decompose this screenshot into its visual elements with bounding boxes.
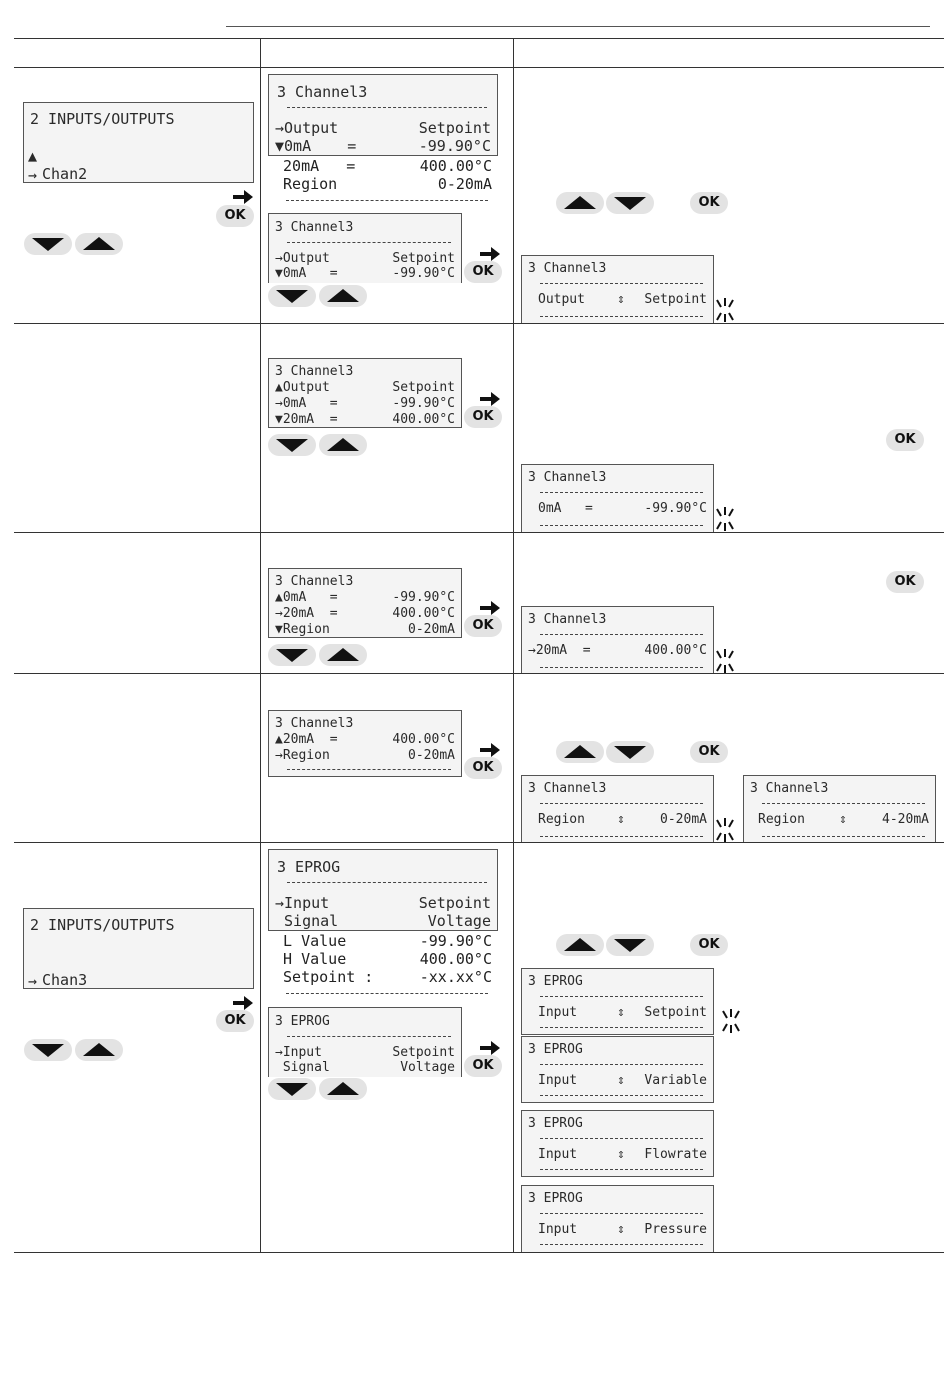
blinking-indicator-icon <box>713 506 737 532</box>
lcd-row-label: Signal <box>275 912 339 930</box>
lcd-row-value: Setpoint <box>418 119 491 137</box>
lcd-row-value: Setpoint <box>644 292 707 307</box>
lcd-row-label: 20mA = <box>274 157 356 175</box>
lcd-title: 3 Channel3 <box>275 364 354 379</box>
lcd-eprog-option-setpoint <box>521 968 714 1035</box>
lcd-divider <box>540 492 703 493</box>
lcd-row-label: →Output <box>275 251 330 266</box>
down-button[interactable] <box>606 192 654 214</box>
row-divider <box>14 532 944 533</box>
lcd-row-value: Variable <box>644 1073 707 1088</box>
up-down-arrows-icon: ⇕ <box>617 1073 625 1088</box>
lcd-row-value: -99.90°C <box>392 590 455 605</box>
lcd-row-value: 0-20mA <box>408 622 455 637</box>
lcd-divider <box>540 996 703 997</box>
lcd-row-value: Pressure <box>644 1222 707 1237</box>
triangle-up-icon <box>325 288 361 304</box>
blinking-indicator-icon <box>713 648 737 674</box>
ok-button[interactable]: OK <box>690 192 728 214</box>
cursor-arrow-icon: → <box>28 166 38 183</box>
lcd-channel3-small <box>268 710 462 777</box>
ok-button[interactable]: OK <box>216 205 254 227</box>
triangle-down-icon <box>30 236 66 252</box>
lcd-row-label: Input <box>538 1005 578 1020</box>
lcd-divider <box>287 1036 451 1037</box>
lcd-title: 3 Channel3 <box>528 781 607 796</box>
lcd-row-label: →Input <box>275 1045 322 1060</box>
lcd-row-label: ▼20mA = <box>275 412 338 427</box>
lcd-row-value: -99.90°C <box>418 137 491 155</box>
down-button[interactable] <box>606 934 654 956</box>
triangle-up-icon <box>325 437 361 453</box>
lcd-title: 3 Channel3 <box>277 83 368 101</box>
row-divider <box>14 842 944 843</box>
up-button[interactable] <box>556 741 604 763</box>
lcd-divider <box>540 836 703 837</box>
lcd-row-label: Input <box>538 1222 578 1237</box>
lcd-row-value: 400.00°C <box>419 157 492 175</box>
lcd-row-label: →Input <box>275 894 330 912</box>
lcd-row-label: ▼0mA = <box>275 266 338 281</box>
triangle-down-icon <box>612 195 648 211</box>
ok-button[interactable]: OK <box>464 406 502 428</box>
triangle-down-icon <box>274 1081 310 1097</box>
lcd-divider <box>762 803 925 804</box>
lcd-title: 3 Channel3 <box>528 612 607 627</box>
lcd-divider <box>287 882 487 883</box>
header-rule <box>226 26 930 27</box>
lcd-row-value: 0-20mA <box>437 175 492 193</box>
lcd-row-value: 400.00°C <box>392 732 455 747</box>
lcd-divider <box>540 525 703 526</box>
lcd-row-label: Region <box>274 175 338 193</box>
lcd-title: 2 INPUTS/OUTPUTS <box>30 916 175 934</box>
lcd-channel3-edit-0ma <box>521 464 714 532</box>
lcd-row-value: Setpoint <box>644 1005 707 1020</box>
up-down-arrows-icon: ⇕ <box>617 1147 625 1162</box>
lcd-divider <box>540 1027 703 1028</box>
lcd-row-value: Voltage <box>400 1060 455 1075</box>
lcd-title: 3 Channel3 <box>275 716 354 731</box>
lcd-channel3-small <box>268 213 462 283</box>
triangle-up-icon <box>81 236 117 252</box>
ok-button[interactable]: OK <box>690 741 728 763</box>
lcd-eprog-expanded <box>268 849 498 931</box>
lcd-row-label: →20mA = <box>275 606 338 621</box>
lcd-channel3-small <box>268 358 462 428</box>
lcd-divider <box>287 769 451 770</box>
triangle-down-icon <box>612 937 648 953</box>
triangle-up-icon <box>562 937 598 953</box>
lcd-divider <box>287 242 451 243</box>
triangle-down-icon <box>274 647 310 663</box>
lcd-title: 3 Channel3 <box>528 470 607 485</box>
lcd-row-label: 0mA = <box>538 501 593 516</box>
row-divider <box>14 673 944 674</box>
lcd-divider <box>540 1064 703 1065</box>
triangle-up-icon <box>81 1042 117 1058</box>
ok-button[interactable]: OK <box>886 429 924 451</box>
lcd-divider <box>286 200 488 201</box>
lcd-row-value: -99.90°C <box>392 396 455 411</box>
lcd-row-value: Flowrate <box>644 1147 707 1162</box>
ok-button[interactable]: OK <box>886 571 924 593</box>
lcd-channel3-expanded <box>268 74 498 156</box>
row-divider <box>14 323 944 324</box>
lcd-channel3-region-alt <box>743 775 936 842</box>
lcd-divider <box>540 283 703 284</box>
lcd-title: 3 Channel3 <box>275 220 354 235</box>
lcd-title: 3 EPROG <box>528 1116 583 1131</box>
ok-button[interactable]: OK <box>464 261 502 283</box>
down-button[interactable] <box>268 285 316 307</box>
down-button[interactable] <box>268 1078 316 1100</box>
up-button[interactable] <box>319 644 367 666</box>
up-down-arrows-icon: ⇕ <box>617 812 625 827</box>
lcd-title: 3 EPROG <box>528 974 583 989</box>
up-button[interactable] <box>556 192 604 214</box>
lcd-divider <box>540 1244 703 1245</box>
up-button[interactable] <box>75 1039 123 1061</box>
lcd-divider <box>540 667 703 668</box>
lcd-title: 3 Channel3 <box>750 781 829 796</box>
lcd-title: 3 EPROG <box>528 1191 583 1206</box>
lcd-row-label: Setpoint : <box>274 968 374 986</box>
lcd-divider <box>286 993 488 994</box>
lcd-row-value: 4-20mA <box>882 812 929 827</box>
lcd-title: 3 EPROG <box>277 858 341 876</box>
table-border-bottom <box>14 1252 944 1253</box>
lcd-inputs-outputs-menu <box>23 908 254 989</box>
lcd-eprog-continued <box>268 931 498 1001</box>
lcd-row-label: ▼Region <box>275 622 330 637</box>
triangle-up-icon <box>325 647 361 663</box>
ok-button[interactable]: OK <box>464 615 502 637</box>
lcd-row-label: Output <box>538 292 585 307</box>
table-header-divider <box>14 67 944 68</box>
blinking-indicator-icon <box>713 817 737 843</box>
lcd-divider <box>540 316 703 317</box>
lcd-row-value: -99.90°C <box>419 932 492 950</box>
up-down-arrows-icon: ⇕ <box>617 1005 625 1020</box>
up-button[interactable] <box>319 434 367 456</box>
lcd-row-value: Setpoint <box>392 380 455 395</box>
down-button[interactable] <box>24 1039 72 1061</box>
lcd-title: 3 EPROG <box>275 1014 330 1029</box>
lcd-row-label: →Output <box>275 119 339 137</box>
up-button[interactable] <box>556 934 604 956</box>
lcd-row-value: 400.00°C <box>392 606 455 621</box>
lcd-row-label: Region <box>538 812 585 827</box>
triangle-up-icon <box>562 744 598 760</box>
lcd-divider <box>540 1138 703 1139</box>
triangle-down-icon <box>274 288 310 304</box>
lcd-row-label: ▼0mA = <box>275 137 357 155</box>
lcd-row-label: H Value <box>274 950 347 968</box>
lcd-eprog-option-variable <box>521 1036 714 1103</box>
lcd-row-value: Setpoint <box>392 251 455 266</box>
lcd-title: 3 Channel3 <box>528 261 607 276</box>
lcd-channel3-edit-output <box>521 255 714 323</box>
up-down-arrows-icon: ⇕ <box>617 292 625 307</box>
up-button[interactable] <box>75 233 123 255</box>
lcd-row-value: Voltage <box>427 912 491 930</box>
lcd-divider <box>762 836 925 837</box>
lcd-row-value: 0-20mA <box>660 812 707 827</box>
triangle-up-icon <box>325 1081 361 1097</box>
lcd-channel3-edit-20ma <box>521 606 714 673</box>
lcd-row-value: -99.90°C <box>644 501 707 516</box>
lcd-row-label: Region <box>758 812 805 827</box>
down-button[interactable] <box>606 741 654 763</box>
lcd-row-label: Input <box>538 1073 578 1088</box>
triangle-down-icon <box>274 437 310 453</box>
lcd-row-value: -99.90°C <box>392 266 455 281</box>
lcd-row-value: 0-20mA <box>408 748 455 763</box>
lcd-row-value: 400.00°C <box>644 643 707 658</box>
up-button[interactable] <box>319 1078 367 1100</box>
next-step-arrow-icon <box>232 188 254 206</box>
column-divider <box>260 38 261 1253</box>
blinking-indicator-icon <box>713 297 737 323</box>
lcd-row-value: -xx.xx°C <box>419 968 492 986</box>
lcd-title: 3 Channel3 <box>275 574 354 589</box>
lcd-eprog-option-flowrate <box>521 1110 714 1177</box>
cursor-arrow-icon: → <box>28 972 38 989</box>
triangle-up-icon <box>562 195 598 211</box>
lcd-inputs-outputs-menu <box>23 102 254 183</box>
menu-item-label: Chan2 <box>42 165 88 183</box>
down-button[interactable] <box>268 434 316 456</box>
lcd-row-label: Signal <box>275 1060 330 1075</box>
lcd-eprog-small <box>268 1007 462 1077</box>
lcd-divider <box>540 803 703 804</box>
ok-button[interactable]: OK <box>464 1055 502 1077</box>
lcd-divider <box>540 1095 703 1096</box>
scroll-up-icon: ▲ <box>28 147 38 165</box>
lcd-channel3-continued <box>268 156 498 208</box>
blinking-indicator-icon <box>719 1008 743 1034</box>
lcd-divider <box>287 107 487 108</box>
ok-button[interactable]: OK <box>216 1010 254 1032</box>
down-button[interactable] <box>24 233 72 255</box>
up-down-arrows-icon: ⇕ <box>617 1222 625 1237</box>
lcd-eprog-option-pressure <box>521 1185 714 1252</box>
triangle-down-icon <box>612 744 648 760</box>
down-button[interactable] <box>268 644 316 666</box>
lcd-row-value: 400.00°C <box>392 412 455 427</box>
ok-button[interactable]: OK <box>464 757 502 779</box>
lcd-divider <box>540 1213 703 1214</box>
lcd-channel3-edit-region <box>521 775 714 842</box>
lcd-row-value: Setpoint <box>392 1045 455 1060</box>
lcd-row-label: →0mA = <box>275 396 338 411</box>
column-divider <box>513 38 514 1253</box>
lcd-title: 3 EPROG <box>528 1042 583 1057</box>
lcd-channel3-small <box>268 568 462 638</box>
lcd-row-label: ▲0mA = <box>275 590 338 605</box>
lcd-row-label: →20mA = <box>528 643 591 658</box>
lcd-row-value: 400.00°C <box>419 950 492 968</box>
up-down-arrows-icon: ⇕ <box>839 812 847 827</box>
lcd-row-label: Input <box>538 1147 578 1162</box>
up-button[interactable] <box>319 285 367 307</box>
table-border-top <box>14 38 944 39</box>
lcd-row-label: ▲Output <box>275 380 330 395</box>
lcd-divider <box>540 634 703 635</box>
triangle-down-icon <box>30 1042 66 1058</box>
lcd-row-value: Setpoint <box>418 894 491 912</box>
ok-button[interactable]: OK <box>690 934 728 956</box>
menu-item-label: Chan3 <box>42 971 88 989</box>
lcd-divider <box>540 1169 703 1170</box>
lcd-row-label: ▲20mA = <box>275 732 338 747</box>
lcd-row-label: →Region <box>275 748 330 763</box>
lcd-row-label: L Value <box>274 932 347 950</box>
lcd-title: 2 INPUTS/OUTPUTS <box>30 110 175 128</box>
